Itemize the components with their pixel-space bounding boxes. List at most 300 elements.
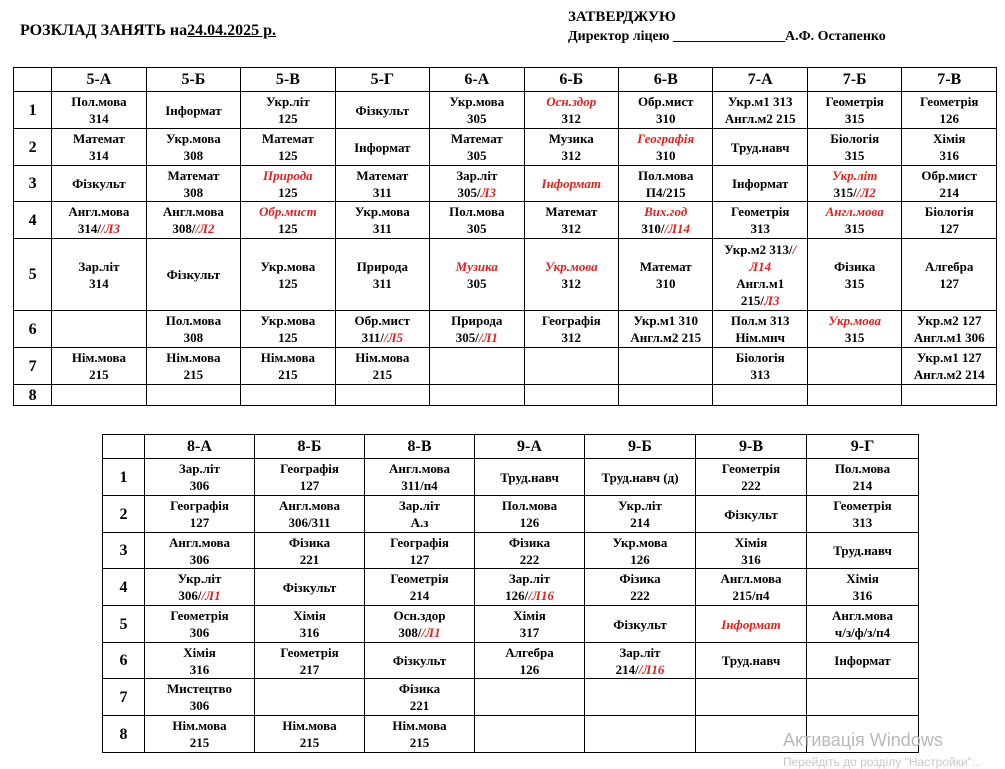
lesson-cell bbox=[475, 459, 585, 496]
lesson-cell bbox=[52, 311, 146, 348]
lesson-cell bbox=[619, 311, 713, 348]
lesson-cell bbox=[52, 202, 146, 239]
lesson-cell bbox=[335, 311, 429, 348]
subject-label: Математ 311 bbox=[356, 167, 409, 200]
class-header: 7-А bbox=[713, 68, 807, 92]
subject-label: Нім.мова 215 bbox=[355, 350, 410, 382]
lesson-cell bbox=[619, 385, 713, 406]
lesson-cell bbox=[335, 348, 429, 385]
lesson-cell bbox=[807, 166, 901, 202]
lesson-cell bbox=[241, 348, 335, 385]
lesson-cell bbox=[335, 202, 429, 239]
lesson-number: 2 bbox=[103, 496, 145, 533]
lesson-row bbox=[14, 311, 997, 348]
subject-label: Фізика 222 bbox=[508, 534, 551, 567]
subject-label: Англ.мова bbox=[825, 204, 884, 219]
sub-group-marker: /Л5 bbox=[384, 330, 404, 345]
subject-label: Вих.год bbox=[644, 204, 688, 219]
room-label: 315 bbox=[844, 221, 865, 236]
subject-label: Географія 127 bbox=[170, 498, 229, 530]
windows-activation-hint: Перейдіть до розділу "Настройки"... bbox=[783, 755, 982, 769]
subject-label: Укр.літ 125 bbox=[265, 94, 310, 126]
lesson-cell bbox=[255, 569, 365, 606]
lesson-cell bbox=[619, 129, 713, 166]
lesson-cell bbox=[241, 129, 335, 166]
schedule-table-grades-8-9 bbox=[102, 434, 919, 753]
subject-label: Геометрія 313 bbox=[731, 204, 790, 236]
subject-label: Нім.мова 215 bbox=[392, 718, 447, 750]
lesson-row bbox=[14, 202, 997, 239]
sub-group-marker: Л3 bbox=[764, 292, 780, 308]
subject-label: Фізкульт bbox=[392, 653, 447, 668]
lesson-cell bbox=[255, 716, 365, 753]
lesson-number: 3 bbox=[14, 166, 52, 202]
lesson-cell bbox=[524, 92, 618, 129]
subject-label: Нім.мова 215 bbox=[71, 350, 127, 382]
subject-label: Фізика 315 bbox=[834, 258, 876, 291]
subgroup-line bbox=[713, 258, 806, 275]
subject-label: Фізика 221 bbox=[398, 681, 441, 713]
lesson-cell bbox=[146, 166, 240, 202]
lesson-row bbox=[103, 569, 919, 606]
lesson-cell bbox=[365, 459, 475, 496]
lesson-number: 6 bbox=[14, 311, 52, 348]
lesson-cell bbox=[52, 348, 146, 385]
subject-label: Геометрія 313 bbox=[833, 498, 892, 530]
lesson-cell bbox=[430, 92, 524, 129]
class-header: 5-В bbox=[241, 68, 335, 92]
subject-label: Інформат bbox=[165, 102, 222, 118]
lesson-cell bbox=[524, 385, 618, 406]
subject-label: Хімія 316 bbox=[932, 131, 966, 163]
subject-label: Біологія 313 bbox=[735, 350, 785, 382]
lesson-cell bbox=[146, 202, 240, 239]
lesson-cell bbox=[146, 385, 240, 406]
subject-label: Пол.мова 214 bbox=[834, 461, 891, 493]
lesson-cell bbox=[430, 202, 524, 239]
lesson-row bbox=[14, 239, 997, 311]
subject-label: Хімія 316 bbox=[183, 644, 216, 677]
subject-label: Зар.літ 314 bbox=[78, 258, 120, 291]
lesson-cell bbox=[807, 311, 901, 348]
room-label: 125 bbox=[278, 221, 298, 236]
subject-label: Укр.літ bbox=[831, 167, 878, 183]
title-prefix: РОЗКЛАД ЗАНЯТЬ на bbox=[20, 22, 188, 39]
lesson-cell bbox=[255, 533, 365, 569]
class-header: 5-Г bbox=[335, 68, 429, 92]
subject-label: Зар.літ 306 bbox=[178, 461, 221, 493]
lesson-cell bbox=[52, 166, 146, 202]
subject-label: Осн.здор bbox=[393, 608, 446, 623]
subject-label: Фізкульт bbox=[724, 506, 778, 522]
lesson-cell bbox=[145, 716, 255, 753]
room-label: 305//Л1 bbox=[455, 330, 498, 345]
subject-label: Труд.навч bbox=[721, 653, 781, 668]
lesson-cell bbox=[335, 92, 429, 129]
lesson-cell bbox=[696, 606, 807, 643]
subject-label: Математ 314 bbox=[72, 131, 125, 163]
room-label: 310 bbox=[655, 148, 676, 163]
lesson-number: 3 bbox=[103, 533, 145, 569]
room-label: 306//Л1 bbox=[178, 588, 221, 603]
lesson-cell bbox=[807, 606, 919, 643]
lesson-cell bbox=[902, 129, 997, 166]
subject-label: Геометрія 214 bbox=[390, 571, 449, 603]
lesson-cell bbox=[335, 385, 429, 406]
lesson-row bbox=[14, 348, 997, 385]
subject-label: Укр.м1 310 Англ.м2 215 bbox=[630, 313, 702, 345]
subject-label: Укр.мова 125 bbox=[260, 313, 316, 345]
lesson-number: 5 bbox=[103, 606, 145, 643]
lesson-cell bbox=[145, 496, 255, 533]
lesson-row bbox=[103, 679, 919, 716]
lesson-cell bbox=[241, 202, 335, 239]
lesson-cell bbox=[365, 496, 475, 533]
room-label: 305 bbox=[467, 275, 487, 291]
room-label: 126//Л16 bbox=[505, 588, 554, 603]
lesson-cell bbox=[365, 533, 475, 569]
lesson-cell bbox=[585, 606, 696, 643]
lesson-cell bbox=[145, 533, 255, 569]
subject-label: Укр.мова 308 bbox=[165, 131, 221, 163]
class-header: 5-Б bbox=[146, 68, 240, 92]
lesson-cell bbox=[807, 459, 919, 496]
sub-group-marker: / bbox=[792, 241, 797, 257]
lesson-cell bbox=[807, 496, 919, 533]
subject-label: Алгебра 126 bbox=[505, 644, 554, 677]
subject-label: Осн.здор bbox=[546, 94, 597, 109]
lesson-cell bbox=[713, 129, 807, 166]
lesson-cell bbox=[585, 679, 696, 716]
lesson-cell bbox=[902, 166, 997, 202]
lesson-cell bbox=[619, 239, 713, 311]
schedule-title bbox=[20, 22, 276, 40]
lesson-cell bbox=[335, 239, 429, 311]
subject-label: Труд.навч (д) bbox=[601, 469, 679, 485]
lesson-cell bbox=[146, 129, 240, 166]
lesson-cell bbox=[475, 716, 585, 753]
lesson-number: 8 bbox=[103, 716, 145, 753]
subject-label: Фізкульт bbox=[72, 176, 126, 191]
subject-label: Алгебра 127 bbox=[924, 258, 974, 291]
subject-label: Інформат bbox=[721, 616, 781, 632]
lesson-cell bbox=[255, 496, 365, 533]
room-label: 214//Л16 bbox=[615, 661, 665, 677]
sub-group-marker: /Л1 bbox=[478, 330, 498, 345]
subject-label: Геометрія 315 bbox=[825, 94, 884, 126]
sub-group-marker: Л3 bbox=[480, 184, 497, 200]
lesson-cell bbox=[902, 348, 997, 385]
room-label: 215/Л3 bbox=[740, 292, 780, 308]
lesson-cell bbox=[713, 239, 807, 311]
subject-label: Укр.літ bbox=[177, 571, 222, 586]
subject-label: Біологія 315 bbox=[830, 131, 880, 163]
lesson-cell bbox=[696, 496, 807, 533]
title-date: 24.04.2025 р. bbox=[187, 22, 277, 39]
sub-group-marker: /Л1 bbox=[201, 588, 221, 603]
subject-label: Англ.мова 311/п4 bbox=[388, 461, 451, 493]
lesson-cell bbox=[807, 643, 919, 679]
subject-label: Географія 127 bbox=[280, 461, 339, 493]
subject-label: Пол.мова 126 bbox=[501, 498, 558, 530]
subject-label: Інформат bbox=[732, 176, 789, 191]
class-header: 9-В bbox=[696, 435, 807, 459]
subject-label: Обр.мист 214 bbox=[921, 167, 977, 200]
subject-label: Зар.літ bbox=[619, 644, 661, 660]
subject-label: Укр.мова 305 bbox=[449, 94, 505, 126]
subject-label: Укр.м2 127 Англ.м1 306 bbox=[913, 313, 985, 345]
lesson-cell bbox=[807, 569, 919, 606]
subject-label: Математ 312 bbox=[545, 204, 598, 236]
class-header: 8-А bbox=[145, 435, 255, 459]
lesson-row bbox=[103, 496, 919, 533]
subject-label: Інформат bbox=[541, 176, 601, 191]
lesson-row bbox=[14, 129, 997, 166]
lesson-row bbox=[14, 166, 997, 202]
lesson-cell bbox=[335, 166, 429, 202]
lesson-cell bbox=[619, 348, 713, 385]
subject-label: Біологія 127 bbox=[924, 204, 974, 236]
room-label: 312 bbox=[561, 275, 582, 291]
room-label: 310//Л14 bbox=[641, 221, 691, 236]
lesson-cell bbox=[807, 129, 901, 166]
subject-label: Інформат bbox=[354, 139, 411, 155]
room-label: 305/Л3 bbox=[457, 184, 497, 200]
subject-label: Укр.мова bbox=[828, 313, 882, 328]
subject-label: Математ 125 bbox=[261, 131, 314, 163]
lesson-cell bbox=[807, 239, 901, 311]
subject-label: Музика 312 bbox=[548, 131, 594, 163]
lesson-cell bbox=[696, 643, 807, 679]
subject-label: Музика bbox=[455, 258, 498, 274]
subject-label: Фізкульт bbox=[613, 616, 667, 632]
lesson-cell bbox=[713, 92, 807, 129]
class-header: 9-А bbox=[475, 435, 585, 459]
subject-label: Геометрія 306 bbox=[170, 608, 229, 640]
lesson-cell bbox=[524, 166, 618, 202]
lesson-cell bbox=[475, 606, 585, 643]
lesson-cell bbox=[619, 166, 713, 202]
lesson-cell bbox=[902, 92, 997, 129]
approve-title: ЗАТВЕРДЖУЮ bbox=[568, 9, 676, 25]
lesson-cell bbox=[475, 643, 585, 679]
corner-cell bbox=[103, 435, 145, 459]
lesson-cell bbox=[475, 533, 585, 569]
lesson-row bbox=[103, 459, 919, 496]
subgroup-line: Англ.м1 bbox=[736, 275, 785, 291]
lesson-cell bbox=[807, 385, 901, 406]
lesson-cell bbox=[524, 202, 618, 239]
sub-group-marker: /Л2 bbox=[195, 221, 215, 236]
lesson-cell bbox=[807, 202, 901, 239]
subject-label: Математ 305 bbox=[450, 131, 503, 163]
subject-label: Хімія 316 bbox=[734, 534, 768, 567]
subject-label: Укр.літ 214 bbox=[618, 498, 662, 530]
class-header: 7-В bbox=[902, 68, 997, 92]
lesson-number: 5 bbox=[14, 239, 52, 311]
lesson-row bbox=[103, 533, 919, 569]
subject-label: Хімія 316 bbox=[293, 608, 326, 640]
lesson-cell bbox=[335, 129, 429, 166]
lesson-cell bbox=[365, 716, 475, 753]
lesson-number: 8 bbox=[14, 385, 52, 406]
class-header: 6-А bbox=[430, 68, 524, 92]
class-header: 5-А bbox=[52, 68, 146, 92]
subject-label: Математ 308 bbox=[167, 167, 220, 200]
subject-label: Укр.мова 126 bbox=[612, 534, 668, 567]
lesson-cell bbox=[52, 129, 146, 166]
lesson-number: 6 bbox=[103, 643, 145, 679]
subject-label: Укр.м1 313 Англ.м2 215 bbox=[724, 94, 796, 126]
subject-label: Математ 310 bbox=[639, 258, 692, 291]
lesson-number: 7 bbox=[14, 348, 52, 385]
lesson-cell bbox=[902, 239, 997, 311]
lesson-number: 7 bbox=[103, 679, 145, 716]
lesson-cell bbox=[524, 129, 618, 166]
subject-label: Нім.мова 215 bbox=[166, 350, 221, 382]
lesson-cell bbox=[145, 606, 255, 643]
lesson-cell bbox=[255, 679, 365, 716]
lesson-cell bbox=[430, 385, 524, 406]
subject-label: Укр.мова 125 bbox=[260, 258, 316, 291]
schedule-table-grades-5-7 bbox=[13, 67, 997, 406]
subject-label: Укр.м1 127 Англ.м2 214 bbox=[913, 350, 985, 382]
class-header: 9-Б bbox=[585, 435, 696, 459]
lesson-cell bbox=[696, 459, 807, 496]
lesson-row bbox=[103, 643, 919, 679]
subject-label: Хімія 316 bbox=[846, 571, 879, 603]
lesson-cell bbox=[475, 496, 585, 533]
room-label: 311//Л5 bbox=[361, 330, 404, 345]
subject-label: Мистецтво 306 bbox=[167, 681, 232, 713]
lesson-cell bbox=[52, 385, 146, 406]
lesson-cell bbox=[696, 569, 807, 606]
lesson-cell bbox=[145, 459, 255, 496]
class-header: 9-Г bbox=[807, 435, 919, 459]
room-label: 315//Л2 bbox=[833, 184, 876, 200]
lesson-cell bbox=[524, 239, 618, 311]
subject-label: Укр.м2 313// bbox=[724, 241, 797, 257]
lesson-cell bbox=[902, 311, 997, 348]
lesson-cell bbox=[241, 239, 335, 311]
lesson-cell bbox=[146, 311, 240, 348]
lesson-cell bbox=[524, 311, 618, 348]
subject-label: Англ.мова ч/з/ф/з/п4 bbox=[831, 608, 894, 640]
subject-label: Геометрія 126 bbox=[920, 94, 979, 126]
lesson-cell bbox=[365, 643, 475, 679]
sub-group-marker: /Л14 bbox=[664, 221, 691, 236]
subject-label: Англ.мова bbox=[162, 204, 224, 219]
lesson-cell bbox=[585, 533, 696, 569]
lesson-cell bbox=[585, 643, 696, 679]
lesson-cell bbox=[255, 459, 365, 496]
class-header: 6-В bbox=[619, 68, 713, 92]
class-header: 8-В bbox=[365, 435, 475, 459]
lesson-cell bbox=[430, 311, 524, 348]
lesson-cell bbox=[713, 348, 807, 385]
room-label: 308//Л2 bbox=[172, 221, 215, 236]
sub-group-marker: Л14 bbox=[749, 258, 772, 274]
lesson-cell bbox=[430, 129, 524, 166]
sub-group-marker: /Л1 bbox=[421, 625, 441, 640]
subject-label: Фізкульт bbox=[355, 102, 410, 118]
lesson-cell bbox=[619, 202, 713, 239]
subject-label: Природа 311 bbox=[356, 258, 408, 291]
room-label: 308//Л1 bbox=[398, 625, 441, 640]
lesson-number: 1 bbox=[103, 459, 145, 496]
subject-label: Фізкульт bbox=[282, 579, 337, 595]
room-label: 125 bbox=[278, 184, 298, 200]
approve-director: Директор ліцею ________________А.Ф. Остапенко bbox=[568, 29, 886, 44]
subject-label: Пол.м 313 Нім.мнч bbox=[730, 313, 790, 345]
lesson-cell bbox=[146, 348, 240, 385]
lesson-cell bbox=[241, 166, 335, 202]
subject-label: Нім.мова 215 bbox=[260, 350, 315, 382]
subject-label: Геометрія 222 bbox=[721, 461, 781, 493]
room-label: 315 bbox=[844, 330, 865, 345]
lesson-cell bbox=[585, 496, 696, 533]
corner-cell bbox=[14, 68, 52, 92]
subject-label: Інформат bbox=[834, 653, 891, 668]
lesson-cell bbox=[585, 716, 696, 753]
subject-label: Обр.мист bbox=[259, 204, 317, 219]
subject-label: Труд.навч bbox=[833, 543, 892, 558]
lesson-cell bbox=[585, 459, 696, 496]
subject-label: Географія 127 bbox=[390, 534, 449, 567]
subject-label: Нім.мова 215 bbox=[282, 718, 337, 750]
lesson-cell bbox=[475, 679, 585, 716]
lesson-row bbox=[14, 385, 997, 406]
lesson-cell bbox=[241, 311, 335, 348]
lesson-cell bbox=[255, 643, 365, 679]
lesson-cell bbox=[430, 166, 524, 202]
subject-label: Зар.літ А.з bbox=[398, 498, 441, 530]
lesson-cell bbox=[241, 385, 335, 406]
approval-block bbox=[568, 8, 886, 46]
lesson-number: 2 bbox=[14, 129, 52, 166]
lesson-row bbox=[103, 606, 919, 643]
lesson-cell bbox=[524, 348, 618, 385]
windows-activation-watermark: Активація Windows bbox=[783, 730, 943, 750]
subject-label: Географія bbox=[637, 131, 695, 146]
lesson-cell bbox=[902, 385, 997, 406]
subject-label: Англ.мова 306 bbox=[168, 534, 231, 567]
class-header: 6-Б bbox=[524, 68, 618, 92]
lesson-number: 4 bbox=[14, 202, 52, 239]
subject-label: Англ.мова bbox=[68, 204, 130, 219]
subject-label: Обр.мист 310 bbox=[637, 94, 694, 126]
lesson-cell bbox=[365, 569, 475, 606]
class-header: 7-Б bbox=[807, 68, 901, 92]
lesson-cell bbox=[145, 569, 255, 606]
lesson-number: 4 bbox=[103, 569, 145, 606]
subject-label: Пол.мова П4/215 bbox=[638, 167, 694, 200]
lesson-cell bbox=[696, 679, 807, 716]
lesson-cell bbox=[902, 202, 997, 239]
lesson-cell bbox=[807, 533, 919, 569]
subject-label: Фізика 221 bbox=[288, 534, 331, 567]
subject-label: Пол.мова 314 bbox=[71, 94, 127, 126]
subject-label: Нім.мова 215 bbox=[172, 718, 227, 750]
sub-group-marker: /Л16 bbox=[528, 588, 554, 603]
subject-label: Зар.літ bbox=[456, 167, 498, 183]
subject-label: Геометрія 217 bbox=[280, 644, 339, 677]
subject-label: Фізика 222 bbox=[619, 571, 661, 603]
lesson-cell bbox=[696, 533, 807, 569]
lesson-cell bbox=[365, 679, 475, 716]
lesson-cell bbox=[713, 311, 807, 348]
lesson-cell bbox=[807, 348, 901, 385]
